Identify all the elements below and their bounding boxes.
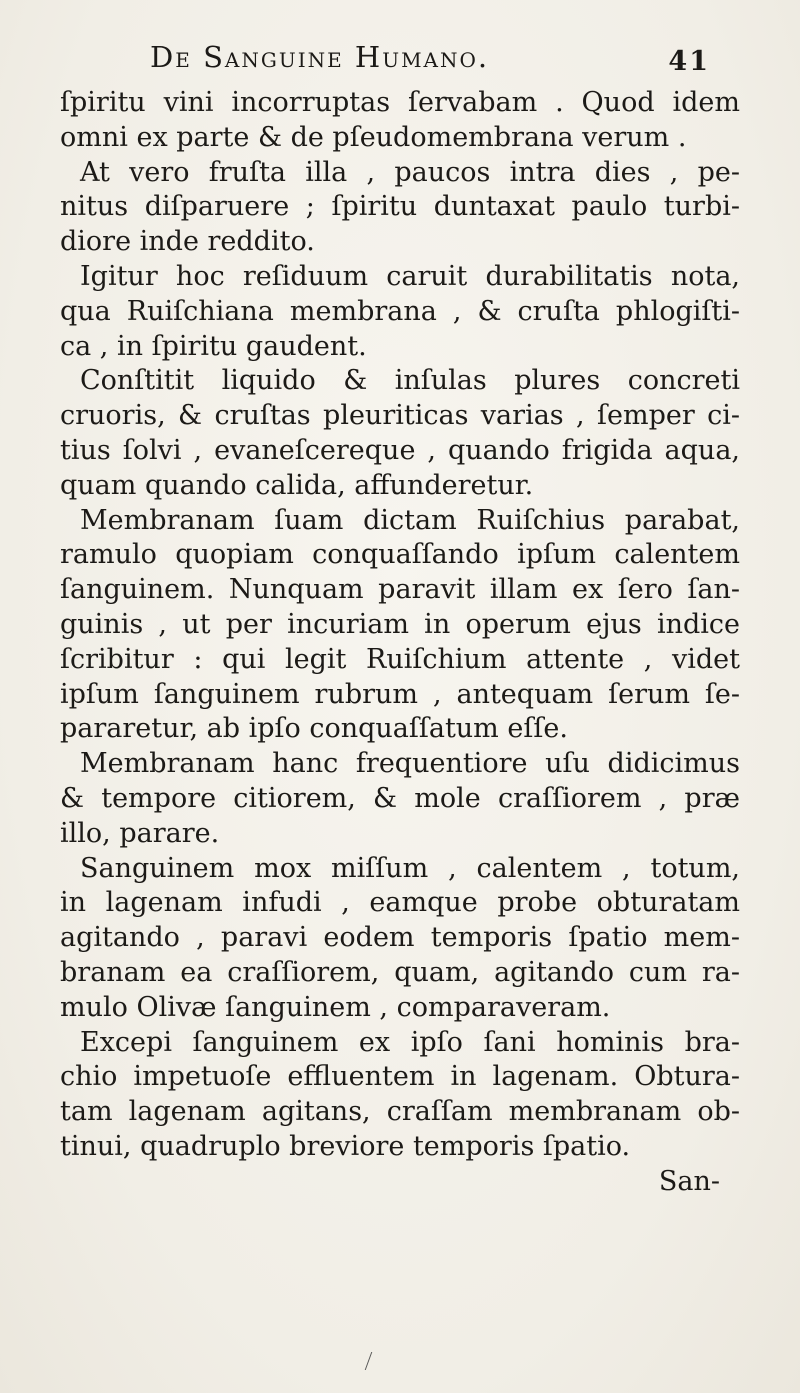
text-line: ca , in ſpiritu gaudent.	[60, 330, 367, 362]
text-line: agitando , paravi eodem temporis ſpatio mem-	[60, 922, 740, 954]
catchword: San-	[658, 1165, 720, 1197]
text-line: qua Ruiſchiana membrana , & cruſta phlogiſti-	[60, 295, 740, 327]
running-title: De Sanguine Humano.	[150, 40, 490, 74]
text-line: diore inde reddito.	[60, 226, 315, 258]
text-line: ſpiritu vini incorruptas ſervabam . Quod idem	[60, 87, 740, 118]
text-line: Conſtitit liquido & inſulas plures concreti	[80, 365, 740, 397]
text-line: tam lagenam agitans, craſſam membranam ob-	[60, 1096, 740, 1128]
stray-pen-mark	[365, 1352, 381, 1370]
running-header	[150, 40, 710, 80]
text-line: tinui, quadruplo breviore temporis ſpatio.	[60, 1130, 631, 1162]
text-line: ſcribitur : qui legit Ruiſchium attente , videt	[60, 643, 740, 675]
text-line: ipſum ſanguinem rubrum , antequam ſerum ſe-	[60, 678, 740, 710]
text-line: Excepi ſanguinem ex ipſo ſani hominis bra-	[80, 1026, 740, 1058]
text-line: Sanguinem mox miſſum , calentem , totum,	[80, 852, 740, 884]
text-line: chio impetuoſe effluentem in lagenam. Obtura-	[60, 1061, 740, 1093]
text-line: tius ſolvi , evaneſcereque , quando frigida aqua,	[60, 434, 740, 466]
text-line: ramulo quopiam conquaſſando ipſum calentem	[60, 539, 740, 571]
text-line: At vero fruſta illa , paucos intra dies , pe-	[80, 156, 740, 188]
text-line: Membranam ſuam dictam Ruiſchius parabat,	[80, 504, 740, 536]
text-line: in lagenam infudi , eamque probe obturatam	[60, 887, 740, 919]
text-line: illo, parare.	[60, 817, 220, 849]
text-line: pararetur, ab ipſo conquaſſatum eſſe.	[60, 713, 568, 745]
text-line: nitus diſparuere ; ſpiritu duntaxat paulo turbi-	[60, 191, 740, 223]
text-line: Igitur hoc reſiduum caruit durabilitatis nota,	[80, 260, 740, 292]
text-line: omni ex parte & de pſeudomembrana verum .	[60, 121, 687, 153]
text-line: guinis , ut per incuriam in operum ejus indice	[60, 608, 740, 640]
text-line: cruoris, & cruſtas pleuriticas varias , ſemper ci-	[60, 400, 740, 432]
text-line: quam quando calida, affunderetur.	[60, 469, 534, 501]
text-line: Membranam hanc frequentiore uſu didicimus	[80, 748, 740, 780]
text-line: mulo Olivæ ſanguinem , comparaveram.	[60, 991, 611, 1023]
text-line: ſanguinem. Nunquam paravit illam ex ſero ſan-	[60, 574, 740, 606]
body-text	[60, 86, 740, 1200]
text-line: & tempore citiorem, & mole craſſiorem , præ	[60, 782, 740, 814]
page-number: 41	[668, 46, 710, 77]
text-line: branam ea craſſiorem, quam, agitando cum ra-	[60, 956, 740, 988]
